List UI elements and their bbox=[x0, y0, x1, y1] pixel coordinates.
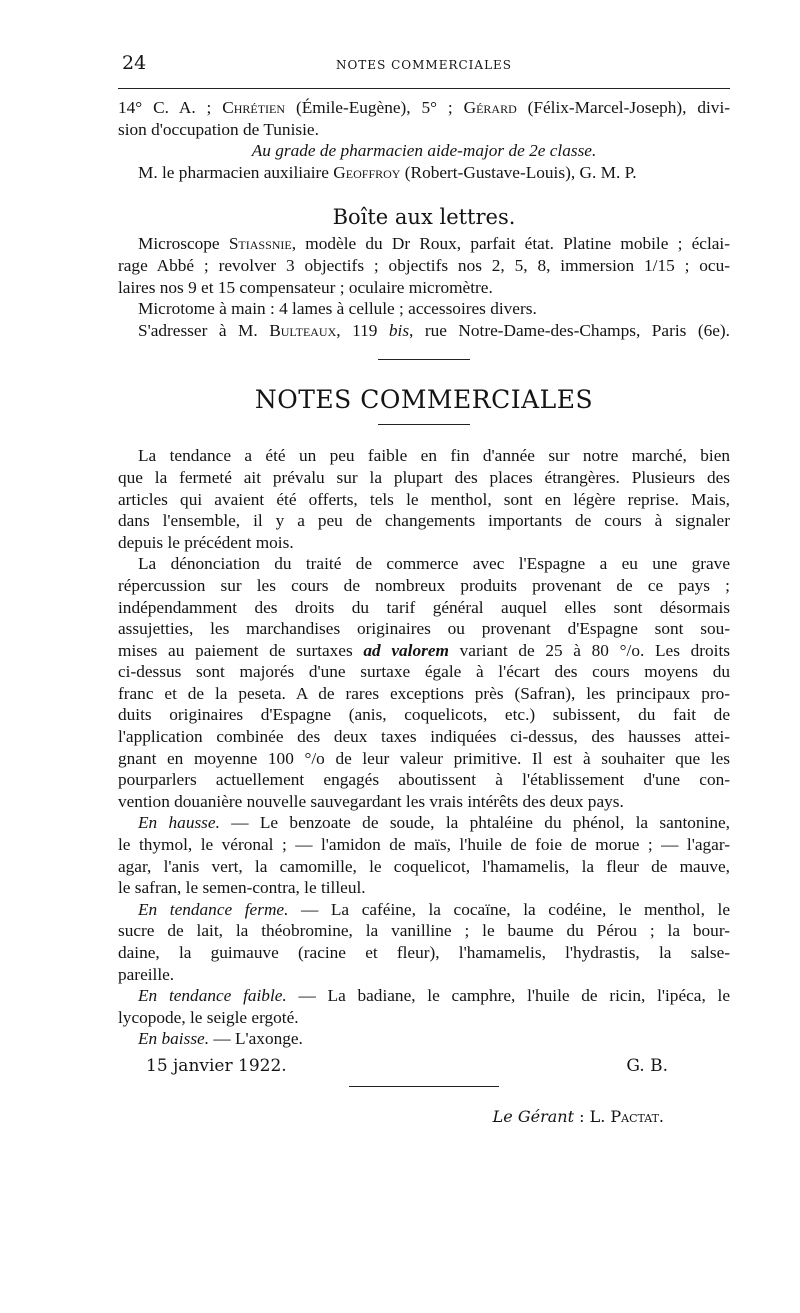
text-line: La tendance a été un peu faible en fin d'année sur notre marché, bien bbox=[138, 446, 730, 466]
notes-body bbox=[118, 445, 730, 1050]
text-line: assujetties, les marchandises originaires ou provenant d'Espagne sont sou- bbox=[118, 619, 730, 639]
text-line: franc et de la peseta. A de rares exceptions près (Safran), les principaux pro- bbox=[118, 683, 730, 703]
boite-section bbox=[118, 233, 730, 341]
text-line: 14° C. A. ; Chrétien (Émile-Eugène), 5° ; Gérard (Félix-Marcel-Joseph), divi- bbox=[118, 98, 730, 117]
text-line: daine, la guimauve (racine et fleur), l'hamamelis, l'hydrastis, la salse- bbox=[118, 943, 730, 962]
gerant-name: L. Pactat. bbox=[589, 1106, 664, 1126]
text-line: lycopode, le seigle ergoté. bbox=[118, 1007, 299, 1027]
text-line: depuis le précédent mois. bbox=[118, 532, 294, 552]
text-line: dans l'ensemble, il y a peu de changements importants de cours à signaler bbox=[118, 511, 730, 531]
text-line: laires nos 9 et 15 compensateur ; oculaire micromètre. bbox=[118, 277, 493, 297]
page-number: 24 bbox=[122, 52, 147, 74]
text-line: En tendance faible. — La badiane, le camphre, l'huile de ricin, l'ipéca, le bbox=[138, 986, 730, 1006]
text-line: ci-dessus sont majorés d'une surtaxe égale à l'écart des cours moyens du bbox=[118, 662, 730, 682]
gerant-line: Le Gérant : L. Pactat. bbox=[492, 1106, 664, 1126]
text-line: En tendance ferme. — La caféine, la cocaïne, la codéine, le menthol, le bbox=[138, 899, 730, 919]
text-line: Microscope Stiassnie, modèle du Dr Roux, parfait état. Platine mobile ; éclai- bbox=[138, 234, 730, 254]
text-line: articles qui avaient été offerts, tels le menthol, sont en légère reprise. Mais, bbox=[118, 489, 730, 509]
text-line: pourparlers actuellement engagés aboutissent à l'établissement d'une con- bbox=[118, 770, 730, 790]
running-title: NOTES COMMERCIALES bbox=[335, 58, 513, 72]
gerant-label: Le Gérant bbox=[492, 1106, 574, 1126]
notes-title: NOTES COMMERCIALES bbox=[254, 385, 594, 415]
dateline bbox=[118, 1054, 730, 1078]
date: 15 janvier 1922. bbox=[146, 1055, 287, 1076]
text-line: agar, l'anis vert, la camomille, le coquelicot, l'hamamelis, la fleur de mauve, bbox=[118, 856, 730, 876]
text-line: sion d'occupation de Tunisie. bbox=[118, 119, 319, 139]
text-line: S'adresser à M. Bulteaux, 119 bis, rue Notre-Dame-des-Champs, Paris (6e). bbox=[138, 320, 730, 340]
text-line: que la fermeté ait prévalu sur la plupart des places étrangères. Plusieurs des bbox=[118, 467, 730, 487]
text-line: l'application combinée des deux taxes indiquées ci-dessus, des hausses attei- bbox=[118, 727, 730, 747]
text-line: M. le pharmacien auxiliaire Geoffroy (Robert-Gustave-Louis), G. M. P. bbox=[138, 162, 637, 182]
text-line: duits originaires d'Espagne (anis, coquelicots, etc.) subissent, du fait de bbox=[118, 705, 730, 725]
top-section bbox=[118, 97, 730, 183]
text-line: En hausse. — Le benzoate de soude, la phtaléine du phénol, la santonine, bbox=[138, 813, 730, 833]
text-line: gnant en moyenne 100 °/o de leur valeur primitive. Il est à souhaiter que les bbox=[118, 748, 730, 768]
boite-heading: Boîte aux lettres. bbox=[332, 205, 516, 230]
header-rule bbox=[118, 88, 730, 89]
text-line: vention douanière nouvelle sauvegardant les vrais intérêts des deux pays. bbox=[118, 791, 624, 811]
text-line: La dénonciation du traité de commerce avec l'Espagne a eu une grave bbox=[138, 554, 730, 574]
text-line: indépendamment des droits du tarif général auquel elles sont désormais bbox=[118, 597, 730, 617]
text-line: le thymol, le véronal ; — l'amidon de maïs, l'huile de foie de morue ; — l'agar- bbox=[118, 835, 730, 855]
text-line: Microtome à main : 4 lames à cellule ; accessoires divers. bbox=[138, 299, 537, 319]
page bbox=[118, 52, 730, 1133]
text-line: mises au paiement de surtaxes ad valorem variant de 25 à 80 °/o. Les droits bbox=[118, 640, 730, 660]
promotion-heading: Au grade de pharmacien aide-major de 2e classe. bbox=[251, 141, 597, 161]
text-line: sucre de lait, la théobromine, la vanilline ; le baume du Pérou ; la bour- bbox=[118, 921, 730, 941]
text-line: rage Abbé ; revolver 3 objectifs ; objectifs nos 2, 5, 8, immersion 1/15 ; ocu- bbox=[118, 255, 730, 275]
text-line: pareille. bbox=[118, 964, 175, 984]
text-line: le safran, le semen-contra, le tilleul. bbox=[118, 878, 366, 898]
text-line: En baisse. — L'axonge. bbox=[138, 1029, 303, 1049]
author-initials: G. B. bbox=[626, 1055, 668, 1076]
running-header bbox=[118, 52, 730, 78]
text-line: répercussion sur les cours de nombreux produits provenant de ce pays ; bbox=[118, 575, 730, 595]
